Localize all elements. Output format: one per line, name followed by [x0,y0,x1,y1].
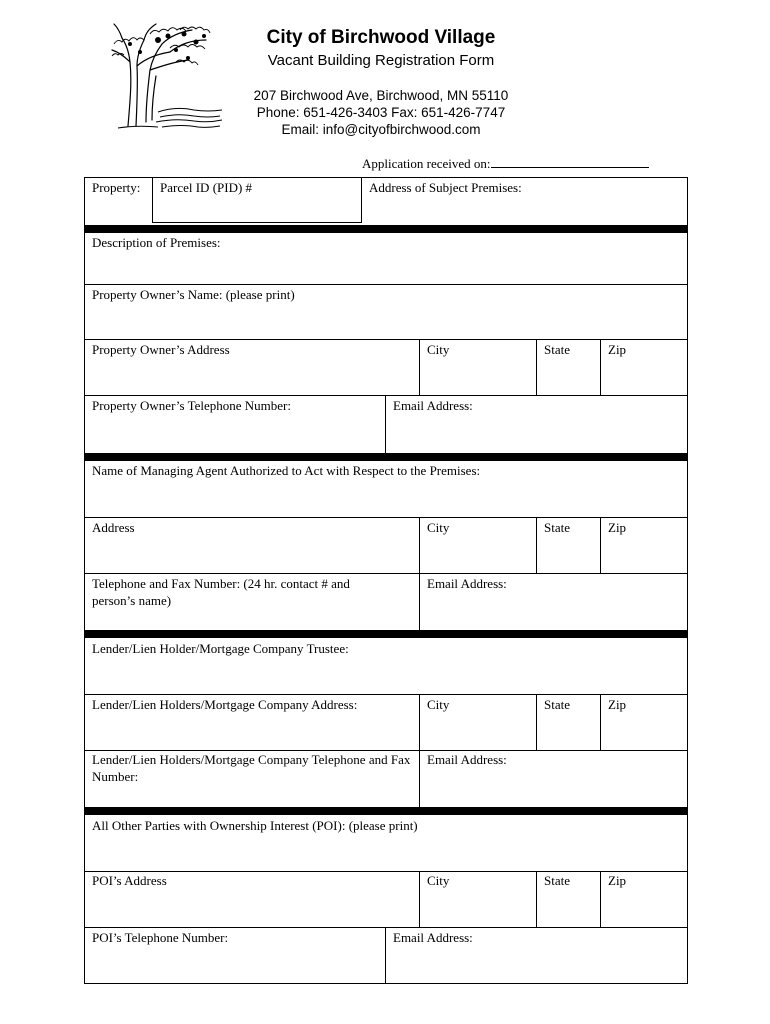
poi-name-field[interactable]: All Other Parties with Ownership Interest (POI): (please print) [92,818,418,833]
parcel-id-field[interactable]: Parcel ID (PID) # [160,180,253,195]
agent-city-field[interactable]: City [427,520,450,535]
divider [385,927,386,984]
lender-city-field[interactable]: City [427,697,450,712]
form-border-left [84,177,85,984]
owner-address-field[interactable]: Property Owner’s Address [92,342,230,357]
divider [84,284,688,285]
section-bar [84,453,688,461]
divider [536,339,537,396]
city-phone: Phone: 651-426-3403 Fax: 651-426-7747 [256,105,506,120]
owner-zip-field[interactable]: Zip [608,342,627,357]
lender-state-field[interactable]: State [544,697,570,712]
divider [600,871,601,927]
owner-telephone-field[interactable]: Property Owner’s Telephone Number: [92,398,291,413]
property-label: Property: [92,180,141,195]
divider [84,871,688,872]
poi-address-field[interactable]: POI’s Address [92,873,167,888]
divider [600,339,601,396]
agent-telephone-field[interactable]: Telephone and Fax Number: (24 hr. contact # and person’s name) [92,576,350,608]
tree-logo-icon [110,22,225,134]
section-bar [84,225,688,233]
application-received-date-field[interactable] [491,156,649,168]
section-bar [84,630,688,638]
form-border-top [84,177,688,178]
divider [361,177,362,223]
divider [84,517,688,518]
agent-state-field[interactable]: State [544,520,570,535]
owner-email-field[interactable]: Email Address: [393,398,473,413]
section-bar [84,807,688,815]
owner-city-field[interactable]: City [427,342,450,357]
form-border-bottom [84,983,688,984]
agent-name-field[interactable]: Name of Managing Agent Authorized to Act with Respect to the Premises: [92,463,481,478]
city-email: Email: info@cityofbirchwood.com [281,122,481,137]
lender-zip-field[interactable]: Zip [608,697,627,712]
divider [84,927,688,928]
owner-state-field[interactable]: State [544,342,570,357]
form-title: Vacant Building Registration Form [267,52,495,69]
divider [419,339,420,396]
city-address: 207 Birchwood Ave, Birchwood, MN 55110 [253,88,509,103]
city-title: City of Birchwood Village [266,27,496,48]
divider [419,871,420,927]
lender-email-field[interactable]: Email Address: [427,752,507,767]
divider [536,517,537,573]
subject-premises-address-field[interactable]: Address of Subject Premises: [369,180,522,195]
divider [536,871,537,927]
divider [536,694,537,750]
divider [84,694,688,695]
divider [84,339,688,340]
poi-city-field[interactable]: City [427,873,450,888]
divider [600,694,601,750]
agent-zip-field[interactable]: Zip [608,520,627,535]
owner-name-field[interactable]: Property Owner’s Name: (please print) [92,287,295,302]
divider [600,517,601,573]
letterhead [240,26,522,138]
premises-description-field[interactable]: Description of Premises: [92,235,221,250]
lender-telephone-field[interactable]: Lender/Lien Holders/Mortgage Company Telephone and Fax Number: [92,752,411,784]
poi-state-field[interactable]: State [544,873,570,888]
lender-name-field[interactable]: Lender/Lien Holder/Mortgage Company Trustee: [92,641,349,656]
divider [84,395,688,396]
form-border-right [687,177,688,984]
lender-address-field[interactable]: Lender/Lien Holders/Mortgage Company Address: [92,697,358,712]
poi-email-field[interactable]: Email Address: [393,930,473,945]
divider [152,177,153,223]
application-received-label: Application received on: [362,156,491,171]
agent-address-field[interactable]: Address [92,520,135,535]
divider [152,222,362,223]
poi-zip-field[interactable]: Zip [608,873,627,888]
poi-telephone-field[interactable]: POI’s Telephone Number: [92,930,229,945]
application-received [362,156,649,172]
divider [84,573,688,574]
divider [385,395,386,453]
agent-email-field[interactable]: Email Address: [427,576,507,591]
